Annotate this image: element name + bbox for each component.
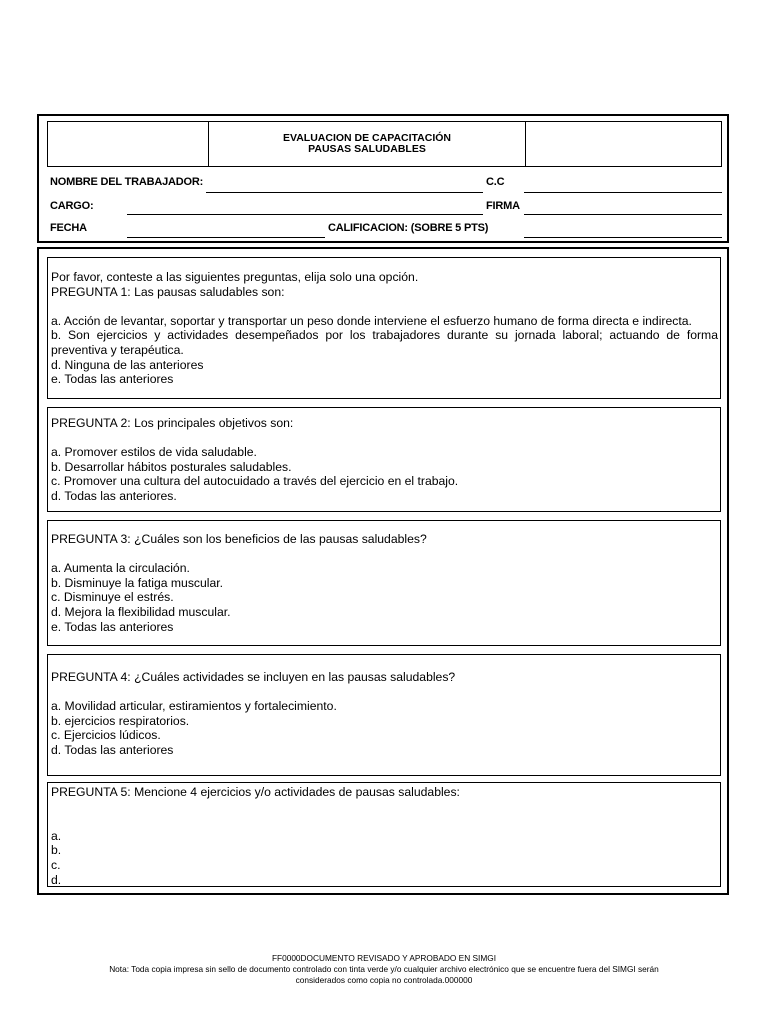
question-3-text: PREGUNTA 3: ¿Cuáles son los beneficios de las pausas saludables? — [51, 532, 427, 546]
q4-option-c[interactable]: c. Ejercicios lúdicos. — [51, 728, 161, 743]
q5-answer-b[interactable]: b. — [51, 843, 62, 858]
q1-option-b[interactable]: b. Son ejercicios y actividades desempeñados por los trabajadores durante su jornada laboral; actuando de forma preventiva y terapéutica. — [51, 328, 718, 357]
header-section — [37, 114, 729, 243]
firma-label: FIRMA — [486, 200, 520, 212]
question-2-box — [47, 407, 721, 512]
calificacion-label: CALIFICACION: (SOBRE 5 PTS) — [328, 222, 489, 234]
nombre-field[interactable] — [206, 192, 483, 193]
footer-line-1: FF0000DOCUMENTO REVISADO Y APROBADO EN SIMGI — [271, 953, 497, 963]
document-title — [208, 121, 526, 167]
q2-option-b[interactable]: b. Desarrollar hábitos posturales saludables. — [51, 459, 292, 474]
title-row — [47, 121, 722, 167]
cargo-field[interactable] — [127, 214, 483, 215]
q4-option-b[interactable]: b. ejercicios respiratorios. — [51, 713, 190, 728]
footer-note — [0, 953, 768, 986]
question-4-text: PREGUNTA 4: ¿Cuáles actividades se incluyen en las pausas saludables? — [51, 670, 456, 684]
question-3-box — [47, 520, 721, 646]
q2-option-d[interactable]: d. Todas las anteriores. — [51, 488, 177, 503]
fecha-label: FECHA — [50, 222, 87, 234]
q1-option-a[interactable]: a. Acción de levantar, soportar y transportar un peso donde interviene el esfuerzo humano de forma directa e indirecta. — [51, 313, 692, 328]
q5-answer-a[interactable]: a. — [51, 828, 62, 843]
nombre-label: NOMBRE DEL TRABAJADOR: — [50, 176, 204, 188]
q3-option-a[interactable]: a. Aumenta la circulación. — [51, 561, 190, 576]
q4-option-d[interactable]: d. Todas las anteriores — [51, 742, 174, 757]
title-line-1: EVALUACION DE CAPACITACIÓN — [283, 132, 451, 144]
q3-option-d[interactable]: d. Mejora la flexibilidad muscular. — [51, 604, 231, 619]
footer-line-2: Nota: Toda copia impresa sin sello de documento controlado con tinta verde y/o cualquier archivo electrónico que se encuentre fuera del SIMGI serán — [109, 964, 659, 974]
firma-field[interactable] — [524, 214, 722, 215]
cargo-label: CARGO: — [50, 200, 94, 212]
q5-answer-c[interactable]: c. — [51, 857, 61, 872]
instructions-text: Por favor, conteste a las siguientes preguntas, elija solo una opción. — [51, 270, 419, 284]
q3-option-b[interactable]: b. Disminuye la fatiga muscular. — [51, 575, 224, 590]
question-5-box — [47, 782, 721, 887]
title-line-2: PAUSAS SALUDABLES — [308, 143, 426, 155]
q3-option-e[interactable]: e. Todas las anteriores — [51, 619, 174, 634]
question-2-text: PREGUNTA 2: Los principales objetivos son: — [51, 416, 294, 430]
question-5-text: PREGUNTA 5: Mencione 4 ejercicios y/o actividades de pausas saludables: — [51, 785, 460, 799]
q2-option-a[interactable]: a. Promover estilos de vida saludable. — [51, 445, 257, 460]
fecha-field[interactable] — [127, 237, 325, 238]
footer-line-3: considerados como copia no controlada.000000 — [295, 975, 473, 985]
q4-option-a[interactable]: a. Movilidad articular, estiramientos y fortalecimiento. — [51, 699, 337, 714]
questions-section — [37, 247, 729, 895]
question-1-box — [47, 257, 721, 399]
cc-label: C.C — [486, 176, 505, 188]
q1-option-d[interactable]: d. Ninguna de las anteriores — [51, 357, 204, 372]
q5-answer-d[interactable]: d. — [51, 872, 62, 887]
q1-option-e[interactable]: e. Todas las anteriores — [51, 372, 174, 387]
cc-field[interactable] — [524, 192, 722, 193]
calificacion-field[interactable] — [524, 237, 722, 238]
question-4-box — [47, 654, 721, 776]
question-1-text: PREGUNTA 1: Las pausas saludables son: — [51, 284, 285, 299]
q2-option-c[interactable]: c. Promover una cultura del autocuidado a través del ejercicio en el trabajo. — [51, 474, 459, 489]
q3-option-c[interactable]: c. Disminuye el estrés. — [51, 590, 174, 605]
